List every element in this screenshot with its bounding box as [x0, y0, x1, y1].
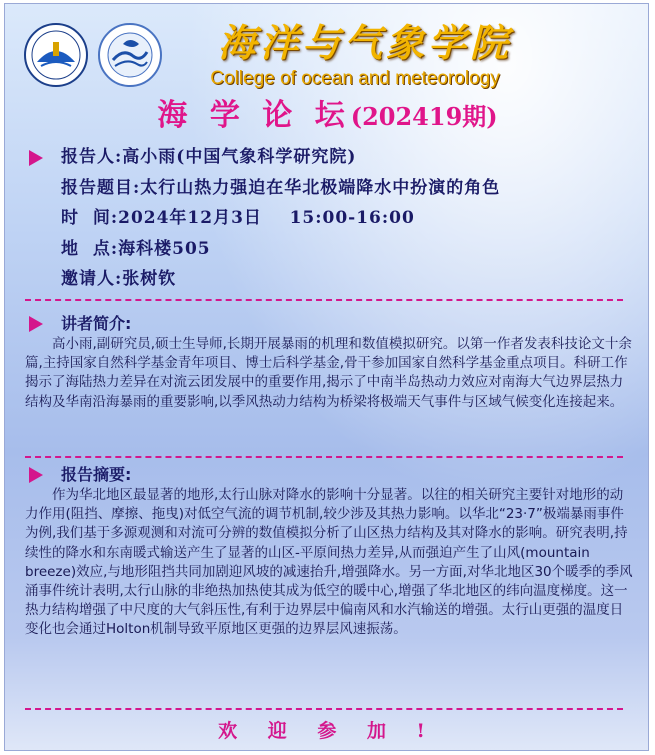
college-title-english: College of ocean and meteorology: [210, 68, 500, 89]
abstract-heading-text: 报告摘要:: [61, 465, 132, 484]
abstract-text: 作为华北地区最显著的地形,太行山脉对降水的影响十分显著。以往的相关研究主要针对地形的动力作用(阻挡、摩擦、拖曳)对低空气流的调节机制,较少涉及其热力影响。以华北“23·7”极端暴雨事件为例,我们基于多源观测和对流可分辨的数值模拟分析了山区热力结构及其对降水的影响。研究表明,持续性的降水和东南暖式输送产生了显著的山区-平原间热力差异,从而强迫产生了山风(mountain breeze)效应,与地形阻挡共同加剧迎风坡的减速抬升,增强降水。另一方面,对华北地区30个暖季的季风涌事件统计表明,太行山脉的非绝热加热使其成为低空的暖中心,增强了华北地区的纬向温度梯度。这一热力结构增强了中尺度的大气斜压性,有利于边界层中偏南风和水汽输送的增强。太行山更强的温度日变化也会通过Holton机制导致平原地区更强的边界层风速振荡。: [25, 487, 633, 638]
bio-heading-text: 讲者简介:: [61, 314, 132, 333]
triangle-arrow-icon: [29, 467, 43, 483]
forum-name: 海 学 论 坛: [157, 98, 351, 133]
welcome-text: 欢 迎 参 加 !: [218, 720, 437, 742]
bio-text: 高小雨,副研究员,硕士生导师,长期开展暴雨的机理和数值模拟研究。以第一作者发表科技论文十余篇,主持国家自然科学基金青年项目、博士后科学基金,骨干参加国家自然科学基金重点项目。科研工作揭示了海陆热力差异在对流云团发展中的重要作用,揭示了中南半岛热动力效应对南海大气边界层热力结构及华南沿海暴雨的重要影响,以季风热动力结构为桥梁将极端天气事件与区域气候变化连接起来。: [25, 336, 632, 410]
time-text: 时 间:2024年12月3日 15:00-16:00: [61, 208, 415, 229]
forum-title: [5, 90, 649, 134]
info-reporter: [25, 142, 635, 173]
reporter-text: 报告人:高小雨(中国气象科学研究院): [61, 147, 357, 167]
divider-bottom: [25, 708, 623, 710]
speaker-bio-section: [25, 313, 635, 412]
college-title-chinese: 海洋与气象学院: [217, 20, 512, 65]
abstract-section: [25, 464, 635, 640]
poster: [4, 3, 649, 751]
bio-heading: [25, 313, 635, 335]
logos: [23, 22, 173, 92]
inviter-text: 邀请人:张树钦: [61, 269, 177, 290]
forum-issue: (202419期): [350, 102, 498, 131]
college-logo: [97, 22, 163, 88]
event-info: [25, 142, 635, 295]
info-place: [25, 234, 635, 265]
abstract-heading: [25, 464, 635, 486]
info-topic: [25, 173, 635, 204]
university-logo: [23, 22, 89, 88]
divider-middle: [25, 456, 623, 458]
topic-text: 报告题目:太行山热力强迫在华北极端降水中扮演的角色: [61, 177, 501, 198]
divider-top: [25, 299, 623, 301]
triangle-arrow-icon: [29, 316, 43, 332]
triangle-arrow-icon: [29, 150, 43, 166]
info-inviter: [25, 264, 635, 295]
place-text: 地 点:海科楼505: [61, 238, 211, 259]
info-time: [25, 203, 635, 234]
